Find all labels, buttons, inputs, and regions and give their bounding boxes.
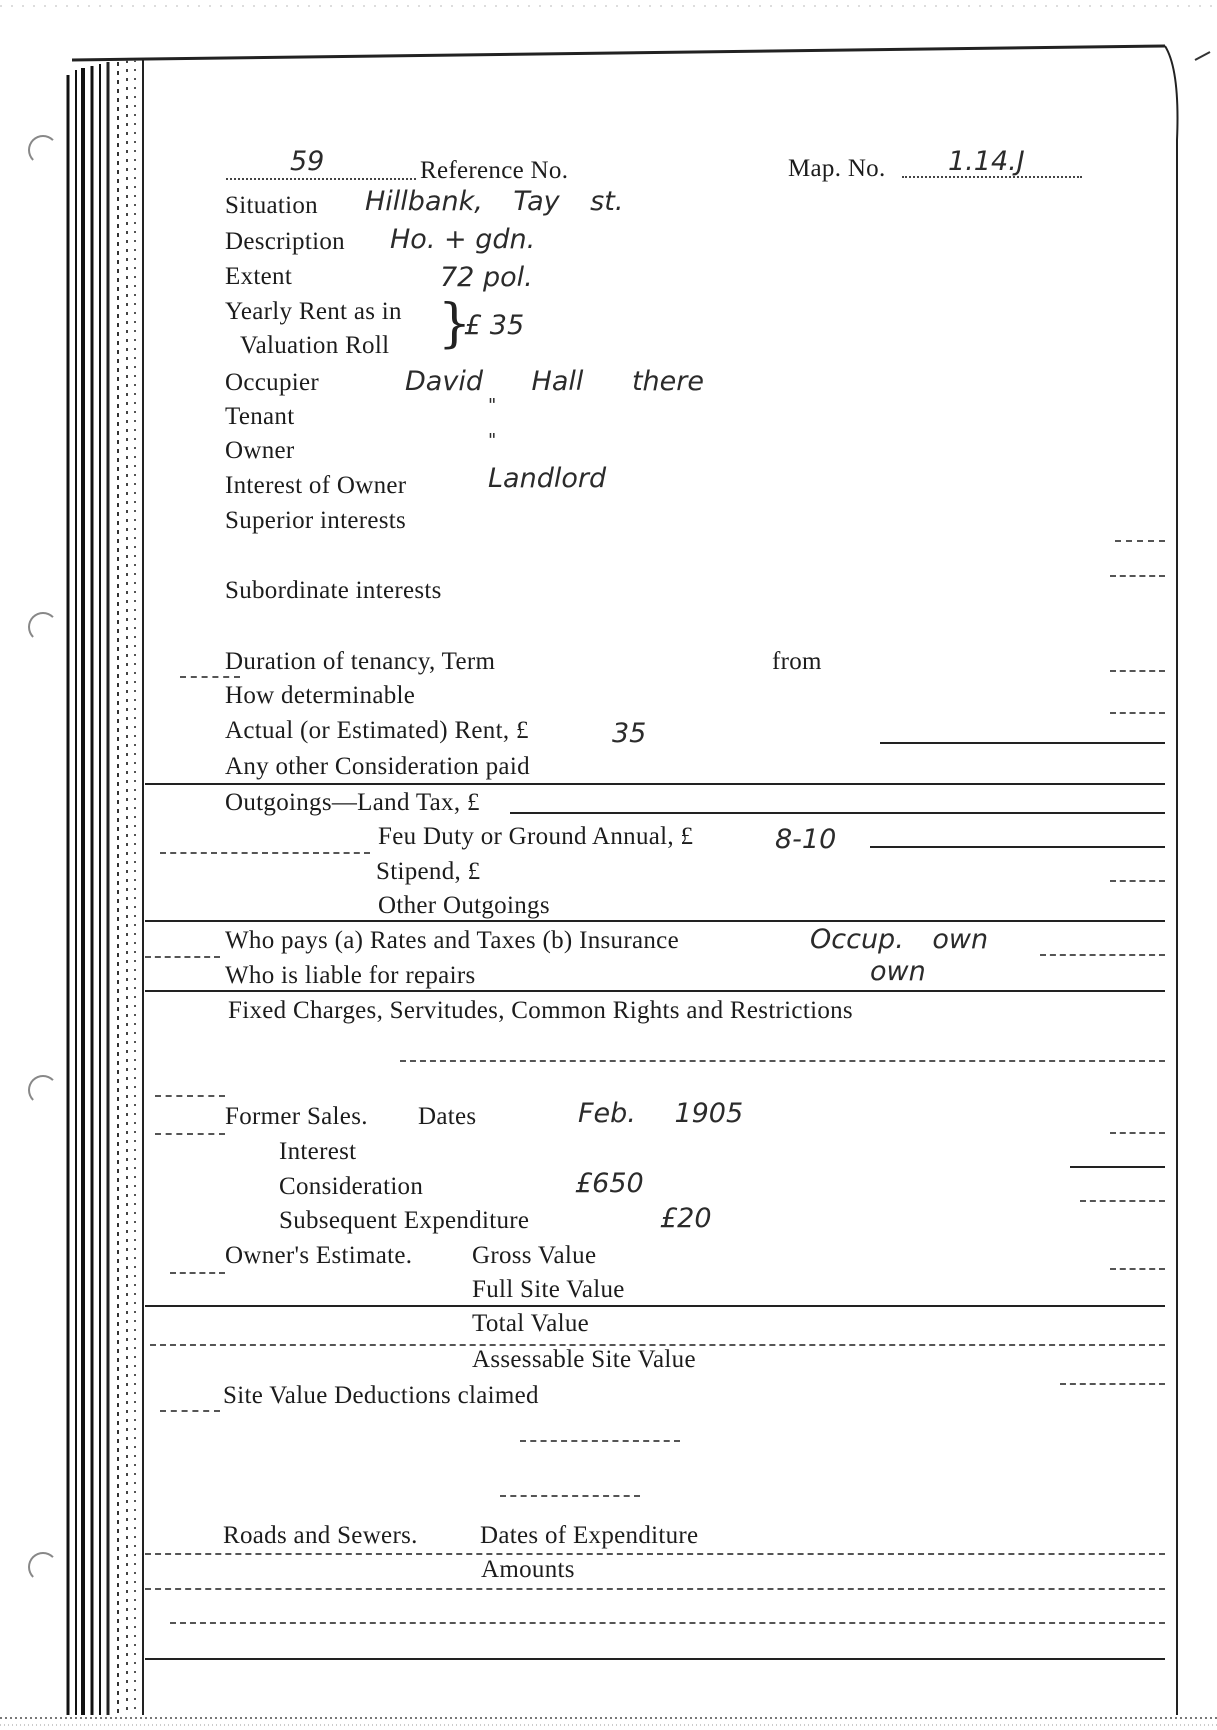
former-sales-date-value: Feb. 1905	[578, 1098, 744, 1129]
rule	[1115, 540, 1165, 542]
consideration-label: Consideration	[279, 1173, 424, 1200]
rule	[145, 783, 1165, 785]
rule	[145, 1305, 1165, 1307]
rule	[160, 852, 370, 854]
occupier-label: Occupier	[225, 369, 320, 396]
owner-label: Owner	[225, 437, 295, 464]
other-outgoings-label: Other Outgoings	[378, 892, 550, 919]
site-deductions-label: Site Value Deductions claimed	[223, 1382, 539, 1409]
rule	[1070, 1166, 1165, 1168]
map-label: Map. No.	[788, 155, 886, 182]
consideration-value: £650	[575, 1168, 644, 1199]
reference-line	[226, 178, 416, 180]
rule	[145, 990, 1165, 992]
rule	[1080, 1200, 1165, 1202]
gross-value-label: Gross Value	[472, 1242, 597, 1269]
valuation-roll-label: Valuation Roll	[240, 332, 390, 359]
rule	[1110, 1132, 1165, 1134]
rule	[145, 1553, 1165, 1555]
amounts-label: Amounts	[481, 1556, 575, 1583]
rule	[510, 812, 1165, 814]
who-pays-value: Occup. own	[810, 924, 989, 955]
rule	[880, 742, 1165, 744]
punch-hole-mark	[28, 1075, 58, 1105]
fixed-charges-label: Fixed Charges, Servitudes, Common Rights and Restrictions	[228, 997, 853, 1024]
feu-duty-value: 8-10	[775, 824, 837, 855]
situation-value: Hillbank, Tay st.	[365, 186, 624, 217]
owner-value: "	[488, 430, 497, 451]
map-value: 1.14.J	[948, 146, 1025, 177]
rule	[145, 1588, 1165, 1590]
former-sales-label: Former Sales.	[225, 1103, 368, 1130]
rule	[1060, 1383, 1165, 1385]
reference-label: Reference No.	[420, 157, 569, 184]
outgoings-label: Outgoings—Land Tax, £	[225, 789, 480, 816]
who-pays-label: Who pays (a) Rates and Taxes (b) Insurance	[225, 927, 679, 954]
brace-mark: }	[438, 294, 472, 354]
rule	[145, 920, 1165, 922]
extent-label: Extent	[225, 263, 293, 290]
punch-hole-mark	[28, 1552, 58, 1582]
rule	[160, 1410, 220, 1412]
full-site-value-label: Full Site Value	[472, 1276, 625, 1303]
punch-hole-mark	[28, 612, 58, 642]
tenant-value: "	[488, 395, 497, 416]
subordinate-interests-label: Subordinate interests	[225, 577, 442, 604]
other-consideration-label: Any other Consideration paid	[225, 753, 530, 780]
rule	[500, 1495, 640, 1497]
roads-sewers-label: Roads and Sewers.	[223, 1522, 418, 1549]
owners-estimate-label: Owner's Estimate.	[225, 1242, 413, 1269]
interest-owner-label: Interest of Owner	[225, 472, 407, 499]
tenant-label: Tenant	[225, 403, 295, 430]
rule	[170, 1272, 225, 1274]
rule	[155, 1133, 225, 1135]
actual-rent-label: Actual (or Estimated) Rent, £	[225, 717, 529, 744]
rule	[520, 1440, 680, 1442]
rule	[145, 1658, 1165, 1660]
situation-label: Situation	[225, 192, 318, 219]
total-value-label: Total Value	[472, 1310, 590, 1337]
from-label: from	[772, 648, 822, 675]
description-label: Description	[225, 228, 345, 255]
stipend-label: Stipend, £	[376, 858, 481, 885]
rule	[180, 676, 240, 678]
rule	[870, 846, 1165, 848]
rule	[1110, 575, 1165, 577]
rule	[1110, 712, 1165, 714]
rule	[1040, 954, 1165, 956]
interest-owner-value: Landlord	[488, 463, 607, 494]
duration-label: Duration of tenancy, Term	[225, 648, 496, 675]
actual-rent-value: 35	[612, 718, 647, 749]
rule	[1110, 880, 1165, 882]
assessable-site-value-label: Assessable Site Value	[472, 1346, 696, 1373]
description-value: Ho. + gdn.	[390, 224, 536, 255]
feu-duty-label: Feu Duty or Ground Annual, £	[378, 823, 694, 850]
repairs-value: own	[870, 956, 926, 987]
reference-value: 59	[290, 146, 325, 177]
rule	[1110, 1268, 1165, 1270]
extent-value: 72 pol.	[440, 262, 533, 293]
rule	[1110, 670, 1165, 672]
rule	[170, 1622, 1165, 1624]
dates-of-expenditure-label: Dates of Expenditure	[480, 1522, 699, 1549]
interest-label: Interest	[279, 1138, 357, 1165]
yearly-rent-value: £ 35	[464, 310, 525, 341]
subsequent-expenditure-label: Subsequent Expenditure	[279, 1207, 530, 1234]
how-determinable-label: How determinable	[225, 682, 416, 709]
superior-interests-label: Superior interests	[225, 507, 407, 534]
repairs-label: Who is liable for repairs	[225, 962, 476, 989]
dates-label: Dates	[418, 1103, 477, 1130]
rule	[400, 1060, 1165, 1062]
rule	[155, 1095, 225, 1097]
yearly-rent-label: Yearly Rent as in	[225, 298, 402, 325]
rule	[145, 956, 220, 958]
occupier-value: David Hall there	[405, 366, 704, 397]
subsequent-expenditure-value: £20	[660, 1203, 712, 1234]
punch-hole-mark	[28, 135, 58, 165]
